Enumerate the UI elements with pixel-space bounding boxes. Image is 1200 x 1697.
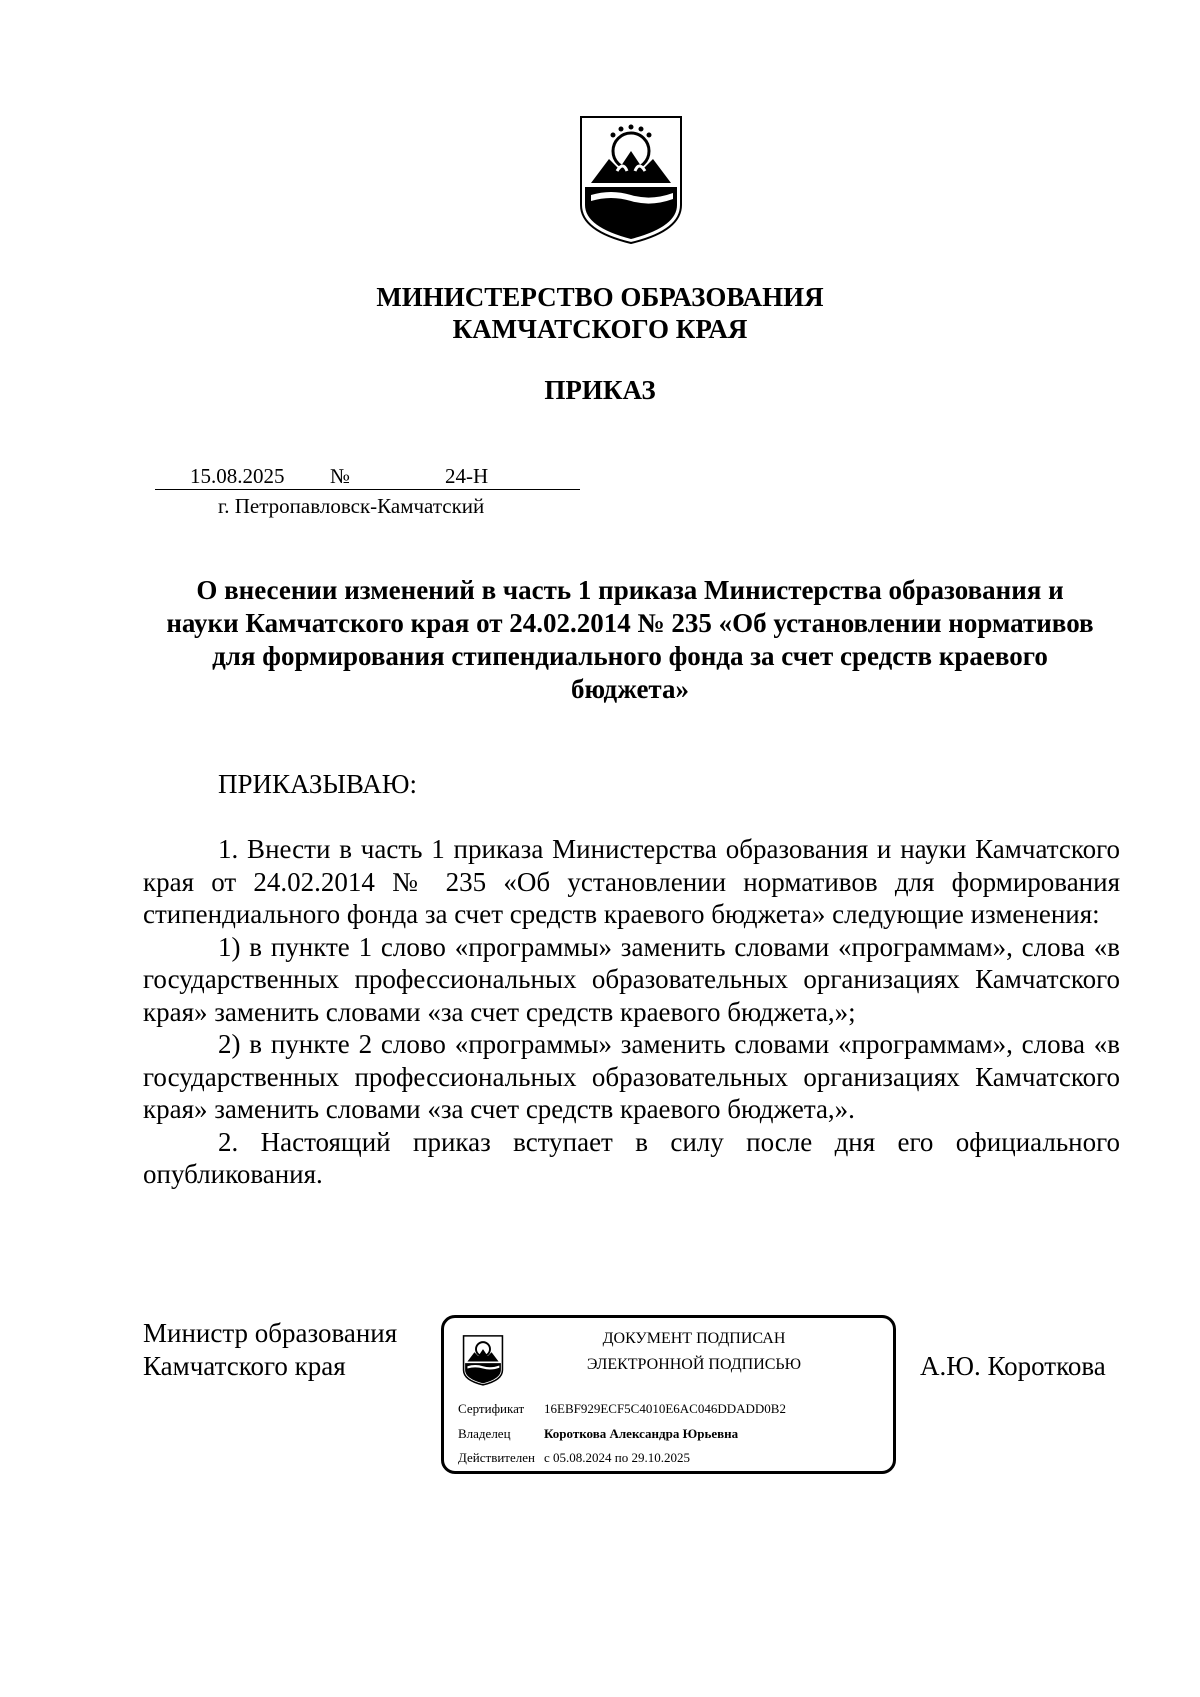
body-paragraph-3: 2) в пункте 2 слово «программы» заменить словами «программам», слова «в государственных профессиональных образовательных организациях Камчатского края» заменить словами «за счет средств краевого бюджета,».: [143, 1029, 1120, 1124]
body-paragraph-1: 1. Внести в часть 1 приказа Министерства образования и науки Камчатского края от 24.02.2014 № 235 «Об установлении нормативов для формирования стипендиального фонда за счет средств краевого бюджета» следующие изменения:: [143, 834, 1120, 929]
org-name-line1: МИНИСТЕРСТВО ОБРАЗОВАНИЯ: [376, 282, 824, 312]
document-body: [143, 833, 1120, 1191]
kamchatka-coat-of-arms-icon: [577, 113, 685, 245]
stamp-cert-label: Сертификат: [458, 1401, 525, 1416]
document-city: г. Петропавловск-Камчатский: [218, 494, 485, 518]
stamp-owner-row: [458, 1425, 738, 1443]
document-number: 24-Н: [445, 464, 489, 488]
stamp-valid-label: Действителен: [458, 1450, 535, 1465]
document-subject: О внесении изменений в часть 1 приказа Министерства образования и науки Камчатского края от 24.02.2014 № 235 «Об установлении нормативов для формирования стипендиального фонда за счет средств краевого бюджета»: [166, 575, 1094, 704]
document-type: ПРИКАЗ: [544, 375, 656, 405]
stamp-owner-label: Владелец: [458, 1426, 511, 1441]
body-paragraph-2: 1) в пункте 1 слово «программы» заменить словами «программам», слова «в государственных профессиональных образовательных организациях Камчатского края» заменить словами «за счет средств краевого бюджета,»;: [143, 931, 1120, 1027]
stamp-coat-of-arms-icon: [462, 1334, 504, 1386]
signer-position: [143, 1317, 397, 1382]
number-sign: №: [330, 464, 351, 488]
signer-position-line1: Министр образования: [143, 1318, 398, 1348]
stamp-certificate-row: [458, 1400, 786, 1418]
stamp-validity-row: [458, 1449, 690, 1467]
signer-position-line2: Камчатского края: [143, 1350, 346, 1381]
stamp-owner-value: Короткова Александра Юрьевна: [544, 1426, 739, 1441]
org-name-line2: КАМЧАТСКОГО КРАЯ: [452, 314, 748, 344]
stamp-cert-value: 16EBF929ECF5C4010E6AC046DDADD0B2: [544, 1401, 786, 1416]
document-date: 15.08.2025: [190, 464, 285, 488]
registration-line: [155, 463, 580, 490]
body-paragraph-4: 2. Настоящий приказ вступает в силу после дня его официального опубликования.: [143, 1126, 1120, 1189]
order-word: ПРИКАЗЫВАЮ:: [218, 769, 417, 799]
electronic-signature-stamp: [441, 1315, 896, 1474]
stamp-title-line2: ЭЛЕКТРОННОЙ ПОДПИСЬЮ: [586, 1356, 802, 1373]
signer-name: А.Ю. Короткова: [920, 1351, 1106, 1381]
stamp-title-line1: ДОКУМЕНТ ПОДПИСАН: [602, 1330, 786, 1347]
stamp-valid-value: с 05.08.2024 по 29.10.2025: [544, 1450, 690, 1465]
